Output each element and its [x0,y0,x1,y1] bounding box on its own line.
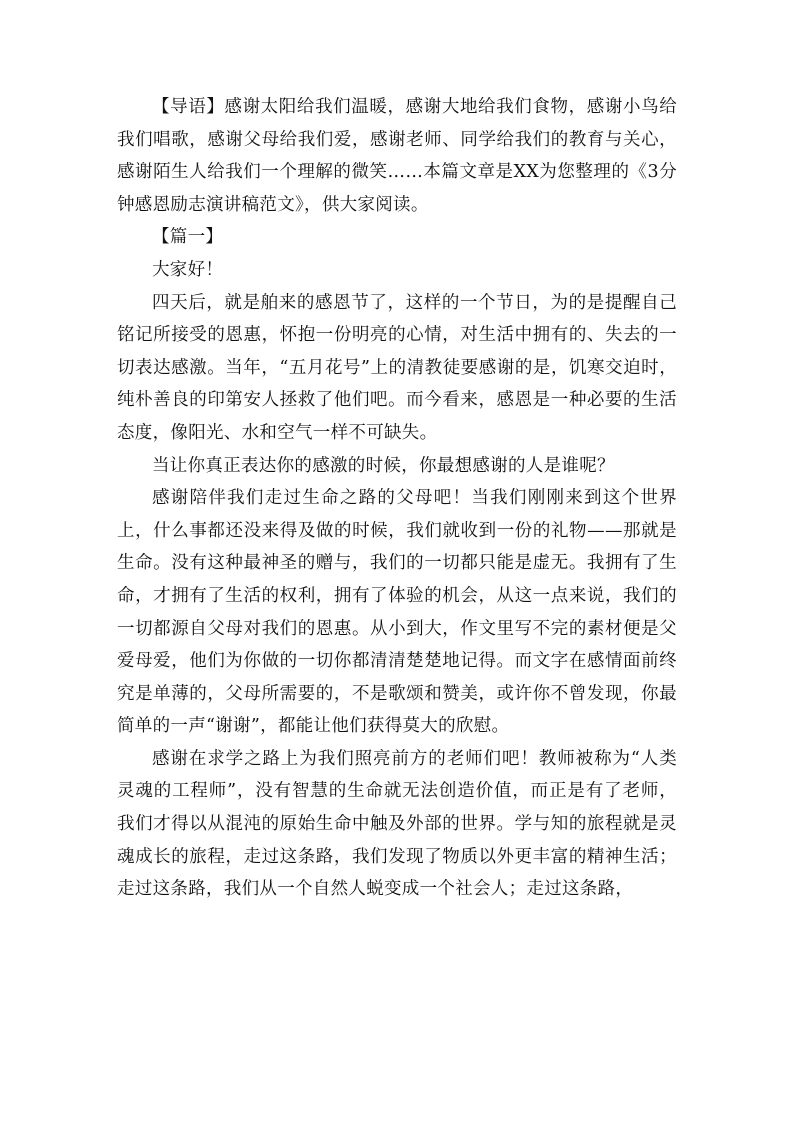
parents-paragraph: 感谢陪伴我们走过生命之路的父母吧！当我们刚刚来到这个世界上，什么事都还没来得及做的时候，我们就收到一份的礼物——那就是生命。没有这种最神圣的赠与，我们的一切都只能是虚无。我拥有了生命，才拥有了生活的权利，拥有了体验的机会，从这一点来说，我们的一切都源自父母对我们的恩惠。从小到大，作文里写不完的素材便是父爱母爱，他们为你做的一切你都清清楚楚地记得。而文字在感情面前终究是单薄的，父母所需要的，不是歌颂和赞美，或许你不曾发现，你最简单的一声“谢谢”，都能让他们获得莫大的欣慰。 [117,488,677,737]
teachers-paragraph: 感谢在求学之路上为我们照亮前方的老师们吧！教师被称为“人类灵魂的工程师”，没有智慧的生命就无法创造价值，而正是有了老师，我们才得以从混沌的原始生命中触及外部的世界。学与知的旅程就是灵魂成长的旅程，走过这条路，我们发现了物质以外更丰富的精神生活；走过这条路，我们从一个自然人蜕变成一个社会人；走过这条路， [117,748,677,900]
document-page [117,91,677,906]
intro-paragraph: 【导语】感谢太阳给我们温暖，感谢大地给我们食物，感谢小鸟给我们唱歌，感谢父母给我们爱，感谢老师、同学给我们的教育与关心，感谢陌生人给我们一个理解的微笑……本篇文章是XX为您整理的《3分钟感恩励志演讲稿范文》，供大家阅读。 [117,97,677,215]
thanksgiving-paragraph: 四天后，就是舶来的感恩节了，这样的一个节日，为的是提醒自己铭记所接受的恩惠，怀抱一份明亮的心情，对生活中拥有的、失去的一切表达感激。当年，“五月花号”上的清教徒要感谢的是，饥寒交迫时，纯朴善良的印第安人拯救了他们吧。而今看来，感恩是一种必要的生活态度，像阳光、水和空气一样不可缺失。 [117,292,677,443]
question-paragraph: 当让你真正表达你的感激的时候，你最想感谢的人是谁呢？ [152,455,615,476]
greeting-paragraph: 大家好！ [152,259,224,280]
section-heading: 【篇一】 [152,227,224,248]
